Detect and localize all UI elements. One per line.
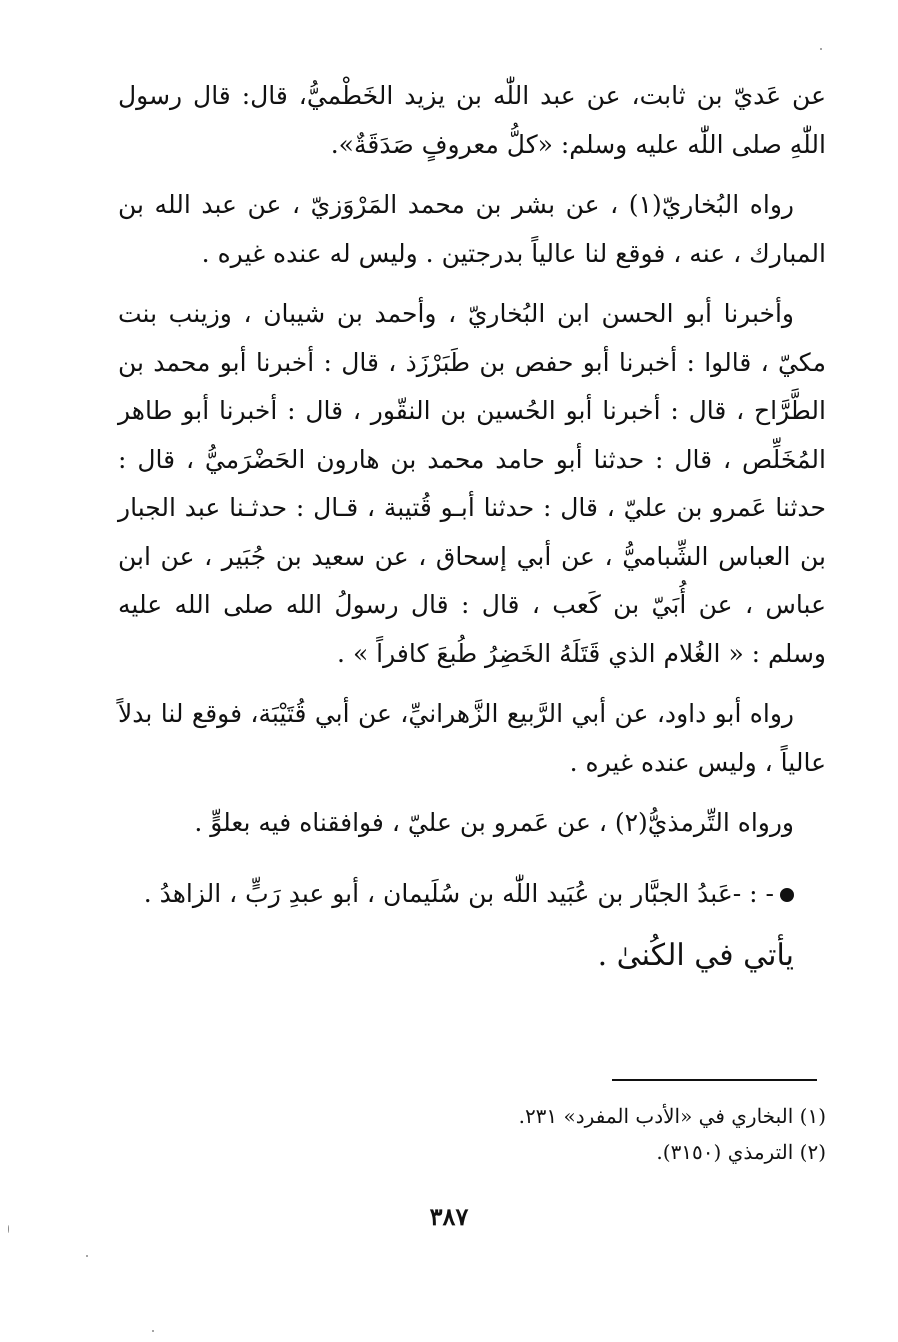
paragraph-bukhari-note: رواه البُخاريّ(١) ، عن بشر بن محمد المَرْوَزيّ ، عن عبد الله بن المبارك ، عنه ، فوقع لنا عالياً بدرجتين . وليس له عنده غيره . bbox=[118, 190, 826, 268]
paragraph-isnad: وأخبرنا أبو الحسن ابن البُخاريّ ، وأحمد بن شيبان ، وزينب بنت مكيّ ، قالوا : أخبرنا أبو حفص بن طَبَرْزَذ ، قال : أخبرنا أبو محمد بن الطَّرَّاح ، قال : أخبرنا أبو الحُسين بن النقّور ، قال : أخبرنا أبو طاهر المُخَلِّص ، قال : حدثنا أبو حامد محمد بن هارون الحَضْرَميُّ ، قال : حدثنا عَمرو بن عليّ ، قال : حدثنا أبـو قُتيبة ، قـال : حدثـنا عبد الجبار بن العباس الشِّباميُّ ، عن أبي إسحاق ، عن سعيد بن جُبَير ، عن ابن عباس ، عن أُبَيّ بن كَعب ، قال : قال رسولُ الله صلى الله عليه وسلم : « الغُلام الذي قَتَلَهُ الخَضِرُ طُبعَ كافراً » . bbox=[118, 299, 826, 668]
cross-reference: يأتي في الكُنىٰ . bbox=[597, 938, 794, 973]
entry-marker: - : bbox=[749, 878, 774, 908]
footnote-divider bbox=[612, 1079, 817, 1081]
paragraph-tirmidhi-note: ورواه التِّرمذيُّ(٢) ، عن عَمرو بن عليّ ، فوافقناه فيه بعلوٍّ . bbox=[194, 808, 794, 837]
footnote-1: (١) البخاري في «الأدب المفرد» ٢٣١. bbox=[518, 1104, 826, 1128]
bullet-icon bbox=[780, 888, 794, 902]
scan-speck bbox=[8, 1225, 9, 1233]
footnotes bbox=[118, 1098, 826, 1170]
scan-speck bbox=[86, 1255, 88, 1257]
footnote-2: (٢) الترمذي (٣١٥٠). bbox=[656, 1140, 826, 1164]
scan-speck bbox=[152, 1330, 154, 1332]
scan-speck bbox=[820, 48, 822, 50]
biography-entry bbox=[118, 870, 826, 919]
page-number: ٣٨٧ bbox=[429, 1202, 469, 1231]
paragraph-abu-dawud-note: رواه أبو داود، عن أبي الرَّبيع الزَّهرانيِّ، عن أبي قُتَيْبَة، فوقع لنا بدلاً عالياً ، وليس عنده غيره . bbox=[118, 699, 826, 777]
entry-text: -عَبدُ الجبَّار بن عُبَيد اللّٰه بن سُلَيمان ، أبو عبدِ رَبٍّ ، الزاهدُ . bbox=[143, 878, 742, 908]
paragraph-hadith-1: عن عَديّ بن ثابت، عن عبد اللّٰه بن يزيد الخَطْميُّ، قال: قال رسول اللّٰهِ صلى اللّٰه عليه وسلم: «كلُّ معروفٍ صَدَقَةٌ». bbox=[118, 81, 826, 159]
page-body bbox=[118, 72, 826, 993]
